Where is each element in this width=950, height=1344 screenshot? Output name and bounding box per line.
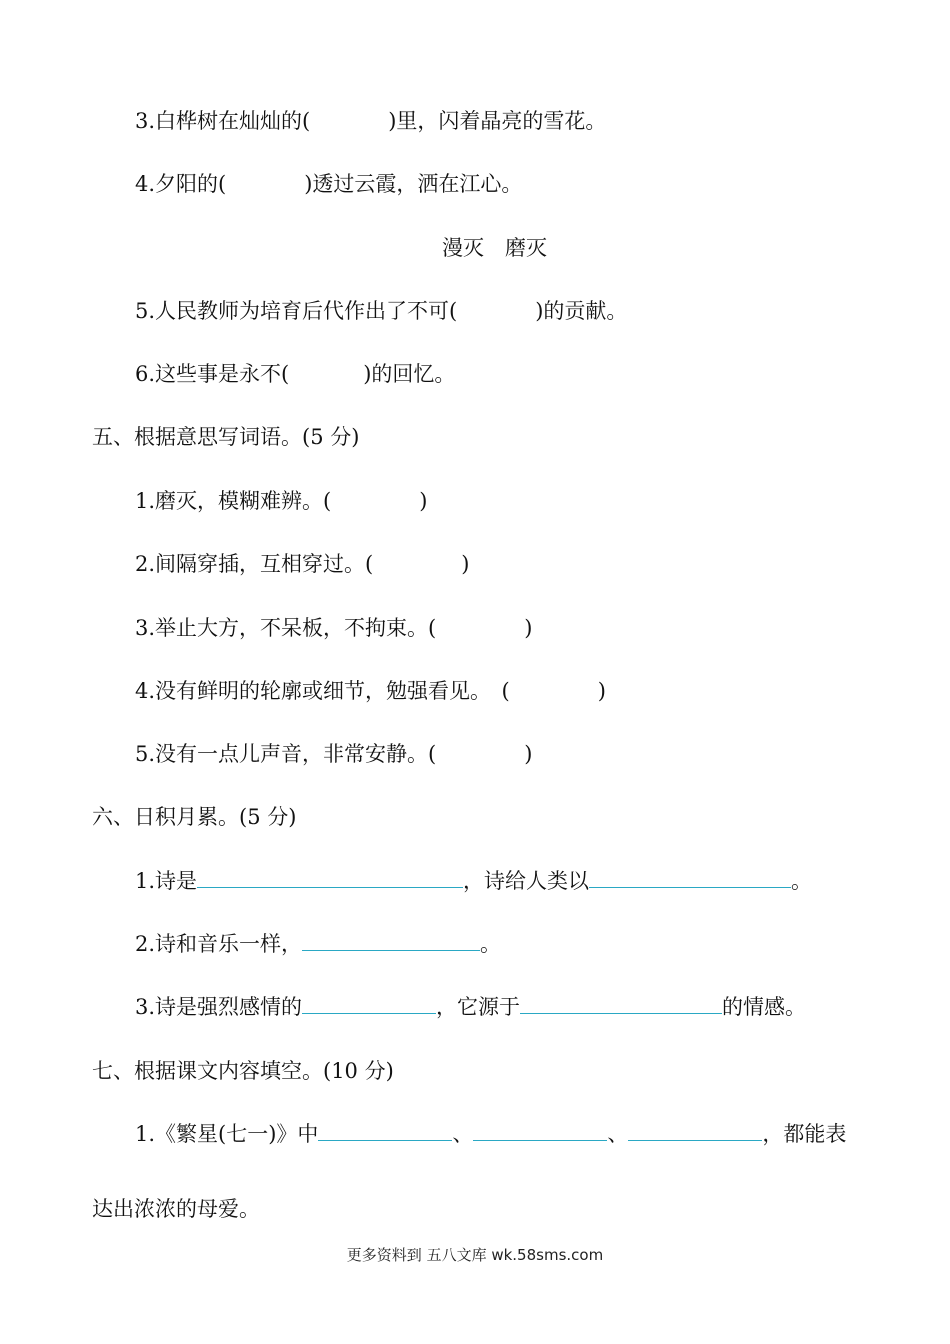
question-6-3 bbox=[135, 994, 806, 1020]
section-6-title: 六、日积月累。(5 分) bbox=[92, 805, 297, 829]
q-text: 6.这些事是永不( bbox=[135, 362, 290, 386]
q-text: 3.白桦树在灿灿的( bbox=[135, 109, 311, 133]
q-text: 2.诗和音乐一样， bbox=[135, 932, 303, 956]
fill-blank[interactable] bbox=[318, 1122, 452, 1141]
q-text: 5.没有一点儿声音，非常安静。( bbox=[135, 742, 437, 766]
word-choices: 漫灭 磨灭 bbox=[442, 236, 547, 260]
footer-link[interactable]: 更多资料到 五八文库 wk.58sms.com bbox=[346, 1246, 604, 1264]
q-text: 3.诗是强烈感情的 bbox=[135, 995, 303, 1019]
q-text: 。 bbox=[480, 932, 502, 956]
q-text: 4.没有鲜明的轮廓或细节，勉强看见。 ( bbox=[135, 679, 510, 703]
q-text: 1.诗是 bbox=[135, 869, 198, 893]
question-5-4 bbox=[135, 678, 606, 704]
fill-blank[interactable] bbox=[302, 932, 480, 951]
section-7-title: 七、根据课文内容填空。(10 分) bbox=[92, 1059, 394, 1083]
q-text: 5.人民教师为培育后代作出了不可( bbox=[135, 299, 458, 323]
close-paren: ) bbox=[461, 552, 470, 576]
q-text: )的贡献。 bbox=[535, 299, 628, 323]
q-text: ，都能表 bbox=[762, 1122, 847, 1146]
question-5-5 bbox=[135, 741, 532, 767]
q-text: 的情感。 bbox=[722, 995, 807, 1019]
question-4-5 bbox=[135, 298, 627, 324]
q-text: 4.夕阳的( bbox=[135, 172, 227, 196]
close-paren: ) bbox=[524, 742, 533, 766]
question-4-6 bbox=[135, 361, 455, 387]
question-5-1 bbox=[135, 488, 427, 514]
q-text: )透过云霞，洒在江心。 bbox=[304, 172, 523, 196]
q-text: )的回忆。 bbox=[363, 362, 456, 386]
close-paren: ) bbox=[597, 679, 606, 703]
q-text: ，诗给人类以 bbox=[463, 869, 590, 893]
question-6-1 bbox=[135, 868, 812, 894]
fill-blank[interactable] bbox=[628, 1122, 762, 1141]
q-text: 3.举止大方，不呆板，不拘束。( bbox=[135, 616, 437, 640]
question-5-3 bbox=[135, 615, 532, 641]
fill-blank[interactable] bbox=[473, 1122, 607, 1141]
question-4-3 bbox=[135, 108, 606, 134]
q-text: 1.磨灭，模糊难辨。( bbox=[135, 489, 332, 513]
question-7-1-continued: 达出浓浓的母爱。 bbox=[92, 1197, 260, 1221]
section-5-title: 五、根据意思写词语。(5 分) bbox=[92, 425, 360, 449]
q-text: 。 bbox=[791, 869, 813, 893]
close-paren: ) bbox=[419, 489, 428, 513]
question-6-2 bbox=[135, 931, 501, 957]
close-paren: ) bbox=[524, 616, 533, 640]
fill-blank[interactable] bbox=[589, 869, 791, 888]
q-text: ，它源于 bbox=[436, 995, 521, 1019]
question-5-2 bbox=[135, 551, 469, 577]
fill-blank[interactable] bbox=[520, 995, 722, 1014]
q-text: 2.间隔穿插，互相穿过。( bbox=[135, 552, 374, 576]
q-text: )里，闪着晶亮的雪花。 bbox=[388, 109, 607, 133]
separator: 、 bbox=[607, 1122, 629, 1146]
question-7-1 bbox=[135, 1121, 846, 1147]
fill-blank[interactable] bbox=[197, 869, 463, 888]
separator: 、 bbox=[452, 1122, 474, 1146]
question-4-4 bbox=[135, 171, 522, 197]
fill-blank[interactable] bbox=[302, 995, 436, 1014]
q-text: 1.《繁星(七一)》中 bbox=[135, 1122, 319, 1146]
